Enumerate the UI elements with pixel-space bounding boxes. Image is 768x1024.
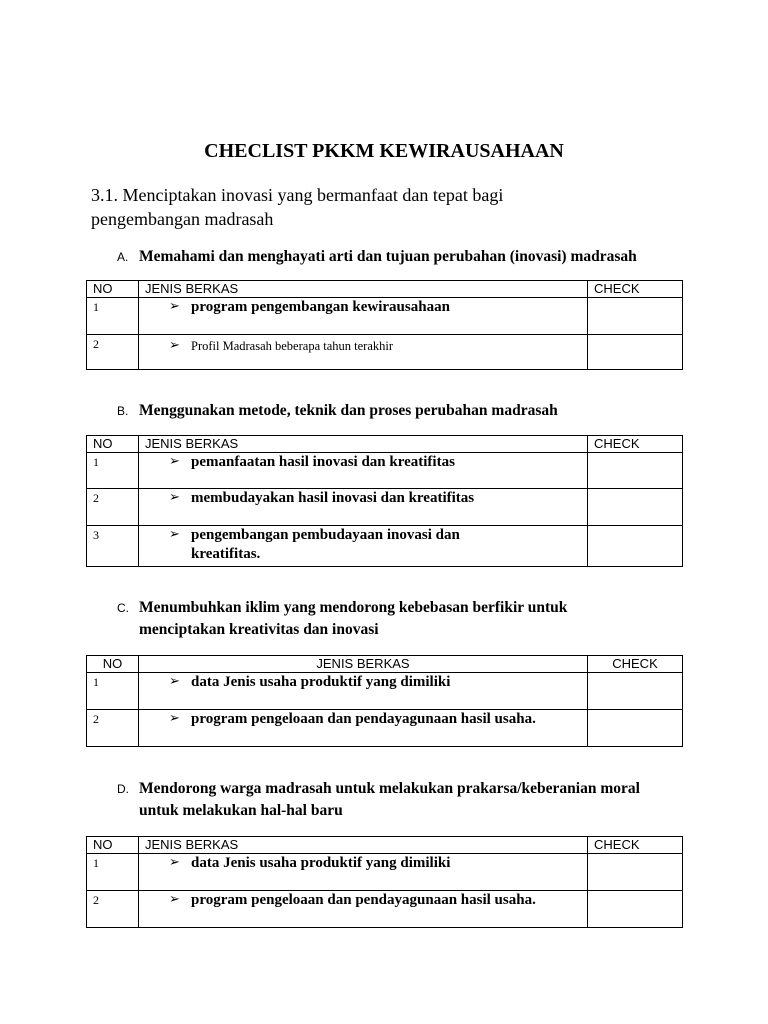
check-cell[interactable] xyxy=(588,673,683,710)
table-row xyxy=(87,891,683,928)
row-number: 2 xyxy=(87,489,139,526)
main-heading xyxy=(91,183,651,231)
row-item xyxy=(139,453,588,489)
arrow-bullet-icon: ➢ xyxy=(169,337,180,352)
header-check: CHECK xyxy=(588,281,683,298)
table-header-row xyxy=(87,837,683,854)
section-d-table xyxy=(86,836,683,928)
header-check: CHECK xyxy=(588,656,683,673)
section-d-title-line-1: Mendorong warga madrasah untuk melakukan prakarsa/keberanian moral xyxy=(139,780,640,797)
row-item-text: pengembangan pembudayaan inovasi dan kreatifitas. xyxy=(191,527,460,562)
row-item-text: data Jenis usaha produktif yang dimiliki xyxy=(191,855,451,871)
row-item xyxy=(139,710,588,747)
section-b-heading xyxy=(117,400,697,422)
row-number: 1 xyxy=(87,854,139,891)
table-header-row xyxy=(87,436,683,453)
header-no: NO xyxy=(87,281,139,298)
check-cell[interactable] xyxy=(588,854,683,891)
row-item xyxy=(139,335,588,370)
table-header-row xyxy=(87,656,683,673)
check-cell[interactable] xyxy=(588,335,683,370)
main-heading-line-2: pengembangan madrasah xyxy=(91,209,274,229)
arrow-bullet-icon: ➢ xyxy=(169,673,180,688)
table-row xyxy=(87,854,683,891)
section-c-heading xyxy=(117,597,697,641)
section-d-letter: D. xyxy=(117,782,129,796)
section-a-heading xyxy=(117,246,697,268)
header-jenis-berkas: JENIS BERKAS xyxy=(139,656,588,673)
row-number: 1 xyxy=(87,673,139,710)
header-no: NO xyxy=(87,436,139,453)
check-cell[interactable] xyxy=(588,489,683,526)
check-cell[interactable] xyxy=(588,453,683,489)
table-row xyxy=(87,453,683,489)
check-cell[interactable] xyxy=(588,710,683,747)
row-item xyxy=(139,673,588,710)
row-item-text: pemanfaatan hasil inovasi dan kreatifitas xyxy=(191,454,455,470)
row-number: 2 xyxy=(87,335,139,370)
section-a-title-line-1: Memahami dan menghayati arti dan tujuan perubahan (inovasi) madrasah xyxy=(139,248,637,265)
arrow-bullet-icon: ➢ xyxy=(169,710,180,725)
row-number: 2 xyxy=(87,891,139,928)
arrow-bullet-icon: ➢ xyxy=(169,298,180,313)
arrow-bullet-icon: ➢ xyxy=(169,489,180,504)
row-item-text: Profil Madrasah beberapa tahun terakhir xyxy=(191,339,394,353)
header-jenis-berkas: JENIS BERKAS xyxy=(139,281,588,298)
table-row xyxy=(87,335,683,370)
row-item-text: membudayakan hasil inovasi dan kreatifitas xyxy=(191,490,475,506)
row-item-text: program pengeloaan dan pendayagunaan hasil usaha. xyxy=(191,711,536,727)
row-number: 1 xyxy=(87,453,139,489)
row-item xyxy=(139,298,588,335)
table-row xyxy=(87,673,683,710)
section-b-title-line-1: Menggunakan metode, teknik dan proses perubahan madrasah xyxy=(139,402,558,419)
arrow-bullet-icon: ➢ xyxy=(169,453,180,468)
table-row xyxy=(87,489,683,526)
row-item xyxy=(139,526,588,567)
row-item xyxy=(139,854,588,891)
main-heading-line-1: 3.1. Menciptakan inovasi yang bermanfaat dan tepat bagi xyxy=(91,185,504,205)
header-jenis-berkas: JENIS BERKAS xyxy=(139,436,588,453)
header-no: NO xyxy=(87,837,139,854)
row-item xyxy=(139,489,588,526)
section-b-table xyxy=(86,435,683,567)
row-item-text: program pengembangan kewirausahaan xyxy=(191,299,450,315)
row-item-text: program pengeloaan dan pendayagunaan hasil usaha. xyxy=(191,892,536,908)
section-d-title-line-2: untuk melakukan hal-hal baru xyxy=(139,802,343,819)
row-number: 3 xyxy=(87,526,139,567)
check-cell[interactable] xyxy=(588,891,683,928)
table-row xyxy=(87,526,683,567)
header-jenis-berkas: JENIS BERKAS xyxy=(139,837,588,854)
arrow-bullet-icon: ➢ xyxy=(169,891,180,906)
section-a-table xyxy=(86,280,683,370)
arrow-bullet-icon: ➢ xyxy=(169,854,180,869)
section-d-heading xyxy=(117,778,697,822)
check-cell[interactable] xyxy=(588,298,683,335)
document-title: CHECLIST PKKM KEWIRAUSAHAAN xyxy=(204,140,564,162)
row-number: 2 xyxy=(87,710,139,747)
section-c-table xyxy=(86,655,683,747)
section-c-title-line-2: menciptakan kreativitas dan inovasi xyxy=(139,621,379,638)
row-item xyxy=(139,891,588,928)
row-number: 1 xyxy=(87,298,139,335)
table-row xyxy=(87,298,683,335)
header-no: NO xyxy=(87,656,139,673)
table-header-row xyxy=(87,281,683,298)
section-a-letter: A. xyxy=(117,250,129,264)
arrow-bullet-icon: ➢ xyxy=(169,526,180,541)
check-cell[interactable] xyxy=(588,526,683,567)
table-row xyxy=(87,710,683,747)
section-c-letter: C. xyxy=(117,601,129,615)
section-c-title-line-1: Menumbuhkan iklim yang mendorong kebebasan berfikir untuk xyxy=(139,599,568,616)
header-check: CHECK xyxy=(588,436,683,453)
section-b-letter: B. xyxy=(117,404,129,418)
header-check: CHECK xyxy=(588,837,683,854)
row-item-text: data Jenis usaha produktif yang dimiliki xyxy=(191,674,451,690)
